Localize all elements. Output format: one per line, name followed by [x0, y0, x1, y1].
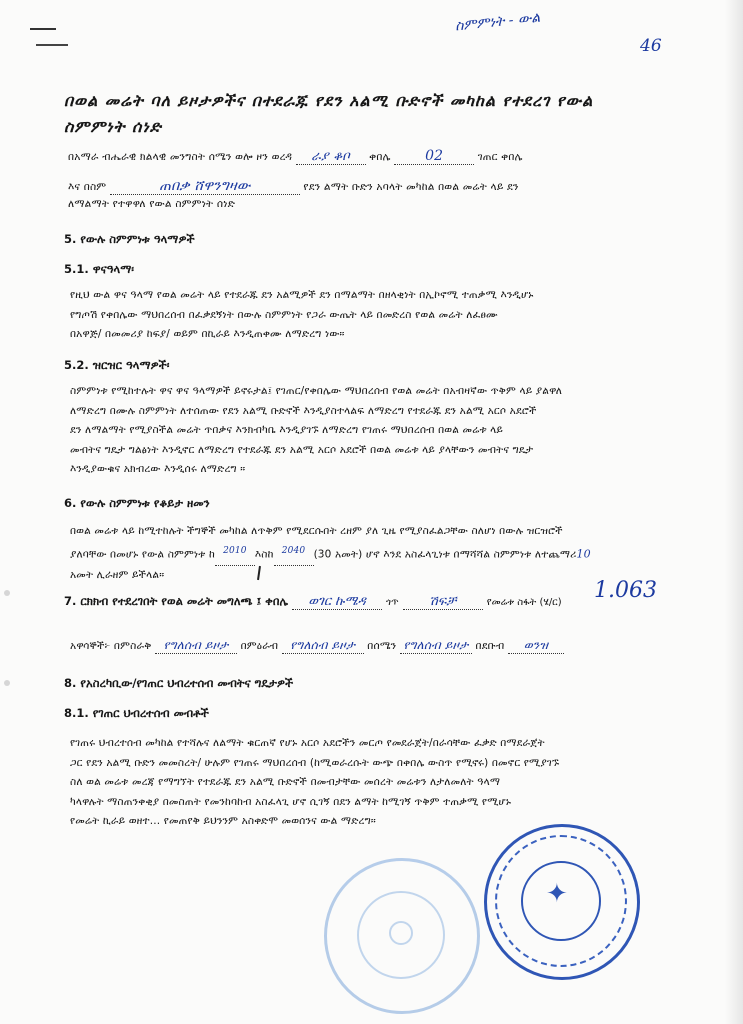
intro-line-3: ለማልማት የተዋዋለ የውል ስምምነት ሰነድ [68, 198, 236, 210]
official-seal-blue [484, 824, 640, 980]
intro-text-1b: ቀበሌ [369, 151, 391, 163]
section-5-2-line: መብትና ግዴታ ግልፅነት እንዲኖር ለማድረግ የተደራጁ ደን አልሚ አርሶ አደሮች በወል መሬቱ ላይ ያላቸውን መብትና ግዴታ [70, 443, 534, 456]
section-8-1-line: ስለ ወል መሬቱ መረጃ የማግኘት የተደራጁ ደን አልሚ ቡድኖች በመብታቸው መሰረት መሬቱን ለታለመለት ዓላማ [70, 776, 501, 788]
east-boundary-field [155, 638, 237, 654]
top-note-right: 46 [640, 36, 662, 56]
section-5-2-heading: 5.2. ዝርዝር ዓላማዎች፡ [64, 358, 170, 372]
section-6-body [70, 522, 591, 585]
intro-text-2a: እና በስም [68, 181, 107, 193]
south-boundary-field [508, 638, 564, 654]
group-name-field [110, 178, 300, 195]
land-area-handwritten: 1.063 [594, 578, 657, 603]
right-edge-shadow [725, 0, 743, 1024]
land-kebele-handwritten: ወገር ኩሜዳ [308, 594, 366, 609]
section-8-1-body [70, 734, 559, 832]
section-5-heading: 5. የውሉ ስምምነቱ ዓላማዎች [64, 232, 195, 246]
punch-hole-2 [4, 680, 10, 686]
section-6-line-3: አመት ሊራዘም ይችላል። [70, 568, 165, 581]
section-5-2-line: ደን ለማልማት የሚያስችል መሬት ጥበቃና እንክብካቤ እንዲያገኙ ለማድረግ የገጠሩ ማህበረሰብ በወል መሬቱ ላይ [70, 424, 504, 436]
kebele-field [394, 148, 474, 165]
intro-line-1 [68, 148, 523, 165]
section-8-1-line: የመሬት ኪራይ ወዘተ... የመጠየቅ ይህንንም አስቀድሞ መወሰንና ውል ማድረግ። [70, 815, 376, 827]
punch-hole-1 [4, 590, 10, 596]
period-from-field [215, 542, 255, 566]
section-8-1-heading: 8.1. የገጠር ህብረተሰብ መብቶች [64, 706, 209, 720]
section-5-1-line: የዚህ ውል ዋና ዓላማ የወል መሬት ላይ የተደራጁ ደን አልሚዎች ደን በማልማት በዘላቂነት በኢኮኖሚ ተጠቃሚ እንዲሆኑ [70, 289, 534, 301]
section-7-boundaries [70, 638, 564, 654]
boundaries-prefix: አዋሳኞች፦ በምስራቅ [70, 640, 152, 652]
official-seal-light [324, 858, 480, 1014]
document-title-line-2: ስምምነት ሰነድ [64, 117, 162, 136]
section-5-1-body [70, 286, 534, 345]
north-boundary-field [400, 638, 472, 654]
land-got-label: ጎጥ [386, 597, 399, 608]
intro-text-1a: በአማራ ብሔራዊ ክልላዊ መንግስት ሰሜን ወሎ ዞን ወረዳ [68, 151, 293, 163]
woreda-handwritten: ራያ ቆቦ [311, 149, 350, 164]
intro-text-2b: የደን ልማት ቡድን አባላት መካከል በወል መሬት ላይ ደን [303, 181, 519, 193]
woreda-field [296, 149, 366, 165]
section-8-heading: 8. የአስረካቢው/የገጠር ህብረተሰብ መብትና ግዴታዎች [64, 676, 294, 690]
section-6-text-b: እስከ [254, 548, 274, 560]
official-seal-blue-star: ✦ [546, 879, 568, 909]
scan-mark-top-left [30, 28, 56, 30]
scan-mark-top-left-2 [36, 44, 68, 46]
period-from-handwritten: 2010 [223, 545, 247, 556]
section-8-1-line: የገጠሩ ህብረተሰብ መካከል የተሻሉና ለልማት ቁርጠኛ የሆኑ አርሶ አደሮችን መርጦ የመደራጀት/በራሳቸው ፈቃድ በማደራጀት [70, 737, 545, 749]
kebele-handwritten: 02 [425, 148, 444, 164]
section-6-heading: 6. የውሉ ስምምነቱ የቆይታ ዘመን [64, 496, 210, 510]
section-6-text-a: ያለባቸው በመሆኑ የውል ስምምነቱ ከ [70, 548, 215, 560]
section-6-line-2 [70, 542, 591, 566]
section-5-2-line: እንዲያውቁና አክብረው እንዲሰሩ ለማድረግ ። [70, 463, 246, 475]
extension-years-handwritten: 10 [576, 547, 591, 560]
section-8-1-line: ጋር የደን አልሚ ቡድን መመስረት/ ሁሉም የገጠሩ ማህበረሰብ (ከሚወራረሱት ውጭ በቀበሌ ውስጥ የሚኖሩ) በመኖር የሚያገኙ [70, 756, 560, 769]
section-6-text-c: (30 አመት) ሆኖ እንደ አስፈላጊነቱ በማሻሻል ስምምነቱ ለተጨማሪ [313, 548, 577, 560]
land-got-field [403, 594, 483, 610]
section-5-2-line: ስምምነቱ የሚከተሉት ዋና ዋና ዓላማዎች ይኖሩታል፤ የገጠር/የቀበሌው ማህበረሰብ የወል መሬት በአብዛኛው ጥቅም ላይ ያልዋለ [70, 385, 563, 397]
land-got-handwritten: ሽፍቻ [429, 594, 457, 609]
section-5-1-heading: 5.1. ዋናዓላማ፡ [64, 262, 135, 276]
north-boundary-handwritten: የግለሰብ ይዞታ [403, 638, 469, 652]
east-boundary-handwritten: የግለሰብ ይዞታ [163, 638, 229, 652]
group-name-handwritten: ጠበቃ ሸዋንግዛው [159, 178, 251, 194]
section-5-2-line: ለማድረግ በሙሉ ስምምነት ለተሰጠው የደን አልሚ ቡድኖች እንዲያስተላልፍ ለማድረግ የተደራጁ ደን አልሚ አርሶ አደሮች [70, 404, 537, 417]
section-5-1-line: በአዋጅ/ በመመሪያ ከፍያ/ ወይም በኪራይ እንዲጠቀሙ ለማድረግ ነው። [70, 328, 345, 340]
west-boundary-field [282, 638, 364, 654]
land-kebele-field [292, 594, 382, 610]
top-note-left: ስምምነት - ውል [454, 9, 541, 35]
west-label: በምዕራብ [240, 640, 279, 652]
period-to-field [274, 542, 314, 566]
south-label: በደቡብ [475, 640, 505, 652]
south-boundary-handwritten: ወንዝ [523, 638, 549, 652]
document-title-line-1: በወል መሬት ባለ ይዞታዎችና በተደራጁ የደን አልሚ ቡድኖች መካከል የተደረገ የውል [64, 91, 594, 110]
intro-text-1c: ገጠር ቀበሌ [477, 151, 523, 163]
section-7-line-1 [64, 594, 562, 610]
intro-line-2 [68, 178, 519, 195]
period-to-handwritten: 2040 [281, 545, 306, 556]
section-6-line-1: በወል መሬቱ ላይ ከሚተከሉት ችግኞች መካከል ለጥቅም የሚደርሱበት ረዘም ያለ ጊዜ የሚያስፈልጋቸው ስለሆነ በውሉ ዝርዝሮች [70, 525, 563, 537]
land-area-label: የመሬቱ ስፋት (ሄ/ር) [486, 597, 562, 608]
official-seal-light-emblem [389, 921, 413, 945]
section-5-1-line: የግጦሽ የቀበሌው ማህበረሰብ በፈቃደኝነት በውሉ ስምምነት የጋራ ውጤት ላይ በመድረስ የወል መሬት ለፈፀሙ [70, 308, 498, 321]
section-5-2-body [70, 382, 562, 480]
section-7-heading: 7. ርክክብ የተደረገበት የወል መሬት መግለጫ ፤ ቀበሌ [64, 594, 289, 608]
west-boundary-handwritten: የግለሰብ ይዞታ [290, 638, 356, 652]
section-8-1-line: ካላዋሉት ማስጠንቀቂያ በመስጠት የመንከባከብ አስፈላጊ ሆኖ ሲገኝ በደን ልማት ከሚገኝ ጥቅም ተጠቃሚ የሚሆኑ [70, 795, 512, 808]
north-label: በሰሜን [367, 640, 397, 652]
